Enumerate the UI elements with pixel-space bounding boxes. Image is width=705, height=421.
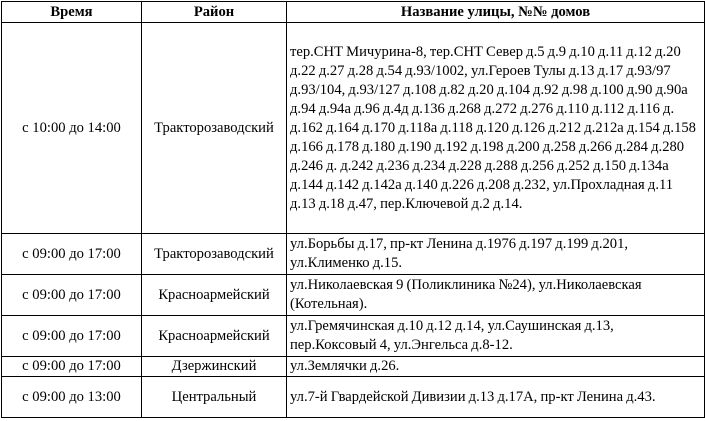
time-cell: с 09:00 до 17:00 xyxy=(2,275,142,316)
header-row xyxy=(2,2,705,23)
outage-schedule-table xyxy=(1,1,705,418)
header-streets: Название улицы, №№ домов xyxy=(287,2,705,23)
district-cell: Тракторозаводский xyxy=(142,23,287,234)
header-district: Район xyxy=(142,2,287,23)
streets-cell: ул.7-й Гвардейской Дивизии д.13 д.17А, пр-кт Ленина д.43. xyxy=(287,377,705,418)
table-row xyxy=(2,357,705,377)
time-cell: с 10:00 до 14:00 xyxy=(2,23,142,234)
district-cell: Красноармейский xyxy=(142,275,287,316)
district-cell: Тракторозаводский xyxy=(142,234,287,275)
streets-cell: ул.Борьбы д.17, пр-кт Ленина д.1976 д.197 д.199 д.201, ул.Клименко д.15. xyxy=(287,234,705,275)
table-row xyxy=(2,316,705,357)
streets-cell: ул.Николаевская 9 (Поликлиника №24), ул.Николаевская (Котельная). xyxy=(287,275,705,316)
streets-cell: ул.Гремячинская д.10 д.12 д.14, ул.Саушинская д.13, пер.Коксовый 4, ул.Энгельса д.8-12. xyxy=(287,316,705,357)
table-row xyxy=(2,23,705,234)
streets-cell: тер.СНТ Мичурина-8, тер.СНТ Север д.5 д.9 д.10 д.11 д.12 д.20 д.22 д.27 д.28 д.54 д.93/1002, ул.Героев Тулы д.13 д.17 д.93/97 д.93/104, д.93/127 д.108 д.82 д.20 д.104 д.92 д.98 д.100 д.90 д.90а д.94 д.94а д.96 д.4д д.136 д.268 д.272 д.276 д.110 д.112 д.116 д. д.162 д.164 д.170 д.118а д.118 д.120 д.126 д.212 д.212а д.154 д.158 д.166 д.178 д.180 д.190 д.192 д.198 д.200 д.258 д.266 д.284 д.280 д.246 д. д.242 д.236 д.234 д.228 д.288 д.256 д.252 д.150 д.134а д.144 д.142 д.142а д.140 д.226 д.208 д.232, ул.Прохладная д.11 д.13 д.18 д.47, пер.Ключевой д.2 д.14. xyxy=(287,23,705,234)
time-cell: с 09:00 до 17:00 xyxy=(2,316,142,357)
district-cell: Красноармейский xyxy=(142,316,287,357)
time-cell: с 09:00 до 17:00 xyxy=(2,357,142,377)
time-cell: с 09:00 до 13:00 xyxy=(2,377,142,418)
table-row xyxy=(2,377,705,418)
time-cell: с 09:00 до 17:00 xyxy=(2,234,142,275)
table-row xyxy=(2,234,705,275)
table-row xyxy=(2,275,705,316)
district-cell: Дзержинский xyxy=(142,357,287,377)
streets-cell: ул.Землячки д.26. xyxy=(287,357,705,377)
district-cell: Центральный xyxy=(142,377,287,418)
header-time: Время xyxy=(2,2,142,23)
